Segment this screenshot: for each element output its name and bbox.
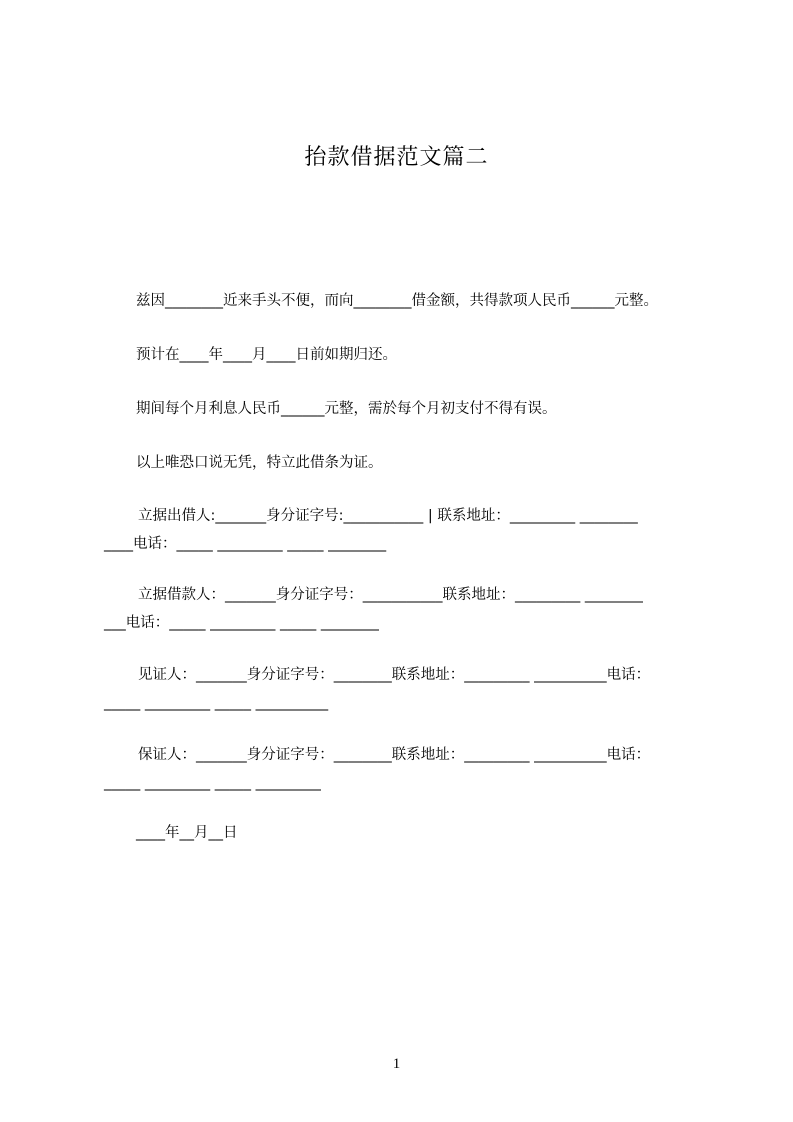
witness-phone-line: _____ _________ _____ __________ [104, 695, 329, 711]
date-line: ____年__月__日 [136, 825, 238, 841]
paragraph-proof: 以上唯恐口说无凭，特立此借条为证。 [136, 455, 383, 471]
paragraph-repayment-date: 预计在____年____月____日前如期归还。 [136, 347, 397, 363]
lender-phone-line: ____电话：_____ _________ _____ ________ [104, 536, 387, 552]
borrower-signature-line: 立据借款人：_______身分证字号：___________联系地址：_________ ________ [138, 587, 643, 603]
paragraph-interest: 期间每个月利息人民币______元整，需於每个月初支付不得有误。 [136, 401, 557, 417]
borrower-phone-line: ___电话：_____ _________ _____ ________ [104, 615, 379, 631]
guarantor-signature-line: 保证人：_______身分证字号：________联系地址：_________ __________电话： [138, 747, 651, 763]
witness-signature-line: 见证人：_______身分证字号：________联系地址：_________ __________电话： [138, 667, 651, 683]
guarantor-phone-line: _____ _________ _____ _________ [104, 775, 321, 791]
paragraph-loan-reason: 兹因________近来手头不便，而向________借金额，共得款项人民币______元整。 [136, 293, 658, 309]
lender-signature-line: 立据出借人:_______身分证字号:___________ | 联系地址：_________ ________ [138, 508, 638, 524]
page-number: 1 [392, 1056, 401, 1072]
document-title: 抬款借据范文篇二 [304, 145, 489, 170]
